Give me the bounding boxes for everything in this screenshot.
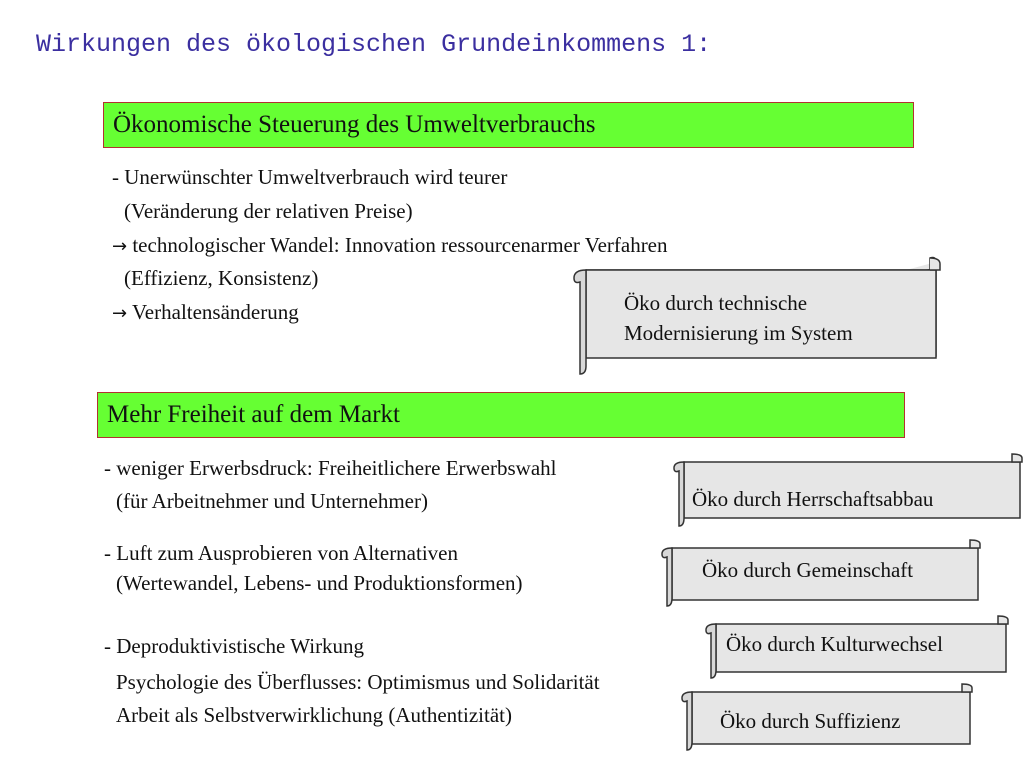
section1-line-3-text: technologischer Wandel: Innovation ressourcenarmer Verfahren [132, 233, 668, 257]
scroll-4-text: Öko durch Kulturwechsel [726, 632, 943, 656]
scroll-1-line-1: Öko durch technische [624, 291, 808, 315]
section2-line-1: - weniger Erwerbsdruck: Freiheitlichere Erwerbswahl [104, 456, 557, 480]
section1-line-2: (Veränderung der relativen Preise) [124, 199, 413, 223]
scroll-technische-modernisierung [570, 256, 942, 376]
section2-heading-banner [97, 392, 905, 438]
section1-line-5 [112, 299, 299, 327]
section2-line-3: - Luft zum Ausprobieren von Alternativen [104, 541, 458, 565]
scroll-gemeinschaft [660, 538, 982, 608]
arrow-icon: → [112, 303, 128, 324]
section1-line-1: - Unerwünschter Umweltverbrauch wird teurer [112, 165, 508, 189]
scroll-1-line-2: Modernisierung im System [624, 321, 853, 345]
scroll-2-text: Öko durch Herrschaftsabbau [692, 487, 934, 511]
section2-line-2: (für Arbeitnehmer und Unternehmer) [116, 489, 428, 513]
slide-title: Wirkungen des ökologischen Grundeinkommens 1: [36, 30, 712, 59]
scroll-5-text: Öko durch Suffizienz [720, 709, 901, 733]
arrow-icon: → [112, 236, 128, 257]
section1-line-5-text: Verhaltensänderung [131, 300, 299, 324]
scroll-suffizienz [680, 682, 974, 752]
section2-line-7: Arbeit als Selbstverwirklichung (Authentizität) [116, 703, 512, 727]
section1-line-4: (Effizienz, Konsistenz) [124, 266, 319, 290]
section2-line-4: (Wertewandel, Lebens- und Produktionsformen) [116, 571, 523, 595]
scroll-herrschaftsabbau [672, 452, 1024, 528]
section2-line-6: Psychologie des Überflusses: Optimismus und Solidarität [116, 670, 600, 694]
section2-heading: Mehr Freiheit auf dem Markt [107, 401, 400, 428]
section1-heading-banner [103, 102, 914, 148]
section1-heading: Ökonomische Steuerung des Umweltverbrauchs [113, 111, 596, 138]
scroll-3-text: Öko durch Gemeinschaft [702, 558, 914, 582]
scroll-kulturwechsel [704, 614, 1010, 680]
section2-line-5: - Deproduktivistische Wirkung [104, 634, 365, 658]
